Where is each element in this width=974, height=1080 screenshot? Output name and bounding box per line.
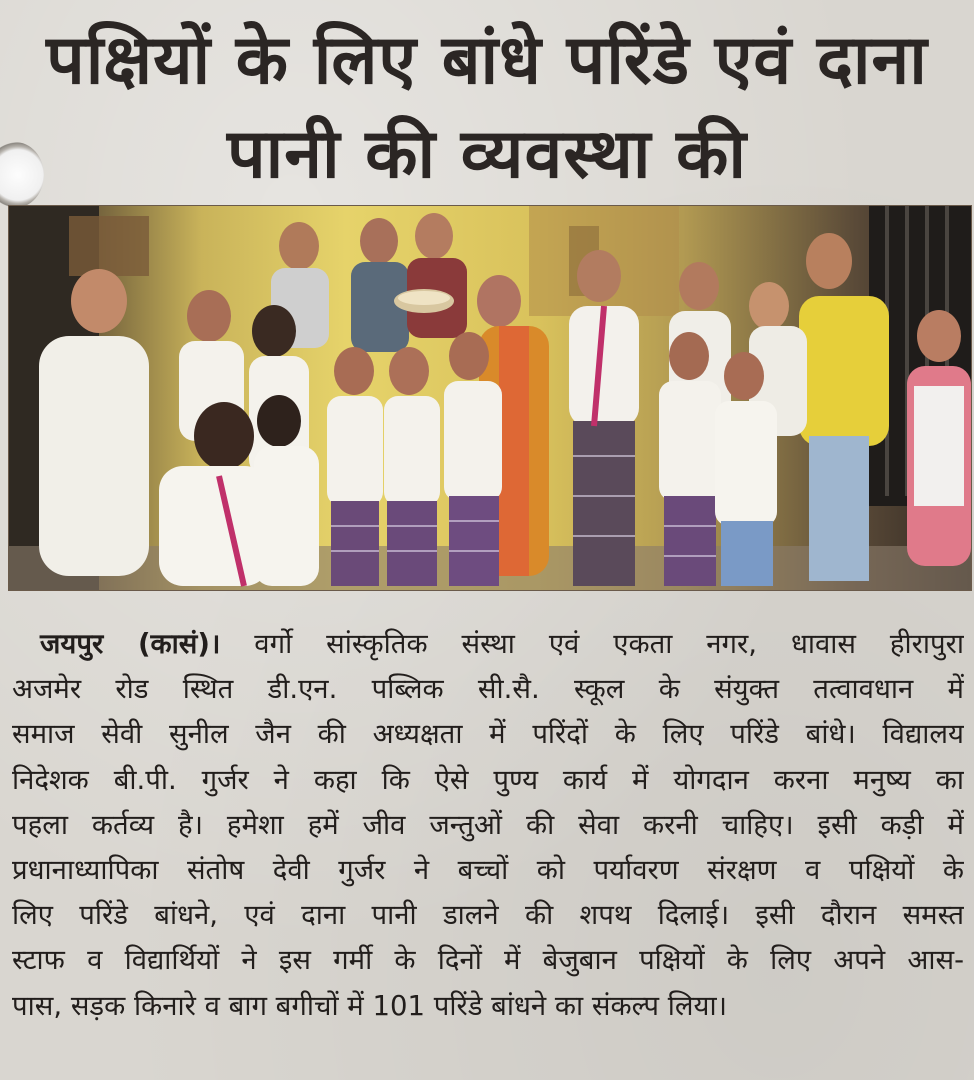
article-line-3: समाज सेवी सुनील जैन की अध्यक्षता में परिंदों के लिए परिंडे बांधे। विद्यालय xyxy=(12,718,964,751)
article-dateline: जयपुर (कासं)। xyxy=(40,628,221,660)
article-line-1 xyxy=(12,622,964,667)
article-body xyxy=(12,622,964,1029)
article-line-9: पास, सड़क किनारे व बाग बगीचों में 101 परिंडे बांधने का संकल्प लिया। xyxy=(12,989,728,1022)
article-line-7: लिए परिंडे बांधने, एवं दाना पानी डालने की शपथ दिलाई। इसी दौरान समस्त xyxy=(12,899,964,932)
article-line-6: प्रधानाध्यापिका संतोष देवी गुर्जर ने बच्चों को पर्यावरण संरक्षण व पक्षियों के xyxy=(12,853,964,886)
article-line-5: पहला कर्तव्य है। हमेशा हमें जीव जन्तुओं की सेवा करनी चाहिए। इसी कड़ी में xyxy=(12,808,964,841)
article-line-8: स्टाफ व विद्यार्थियों ने इस गर्मी के दिनों में बेजुबान पक्षियों के लिए अपने आस- xyxy=(12,944,964,977)
article-line-2: अजमेर रोड स्थित डी.एन. पब्लिक सी.सै. स्कूल के संयुक्त तत्वावधान में xyxy=(12,673,964,706)
headline-line-2: पानी की व्यवस्था की xyxy=(227,115,747,194)
headline-line-1: पक्षियों के लिए बांधे परिंडे एवं दाना xyxy=(46,21,928,100)
article-line-4: निदेशक बी.पी. गुर्जर ने कहा कि ऐसे पुण्य कार्य में योगदान करना मनुष्य का xyxy=(12,763,964,796)
article-line-1-text: वर्गो सांस्कृतिक संस्था एवं एकता नगर, धावास हीरापुरा xyxy=(220,628,964,660)
group-photo-illustration xyxy=(9,206,971,590)
news-photo xyxy=(8,205,972,591)
